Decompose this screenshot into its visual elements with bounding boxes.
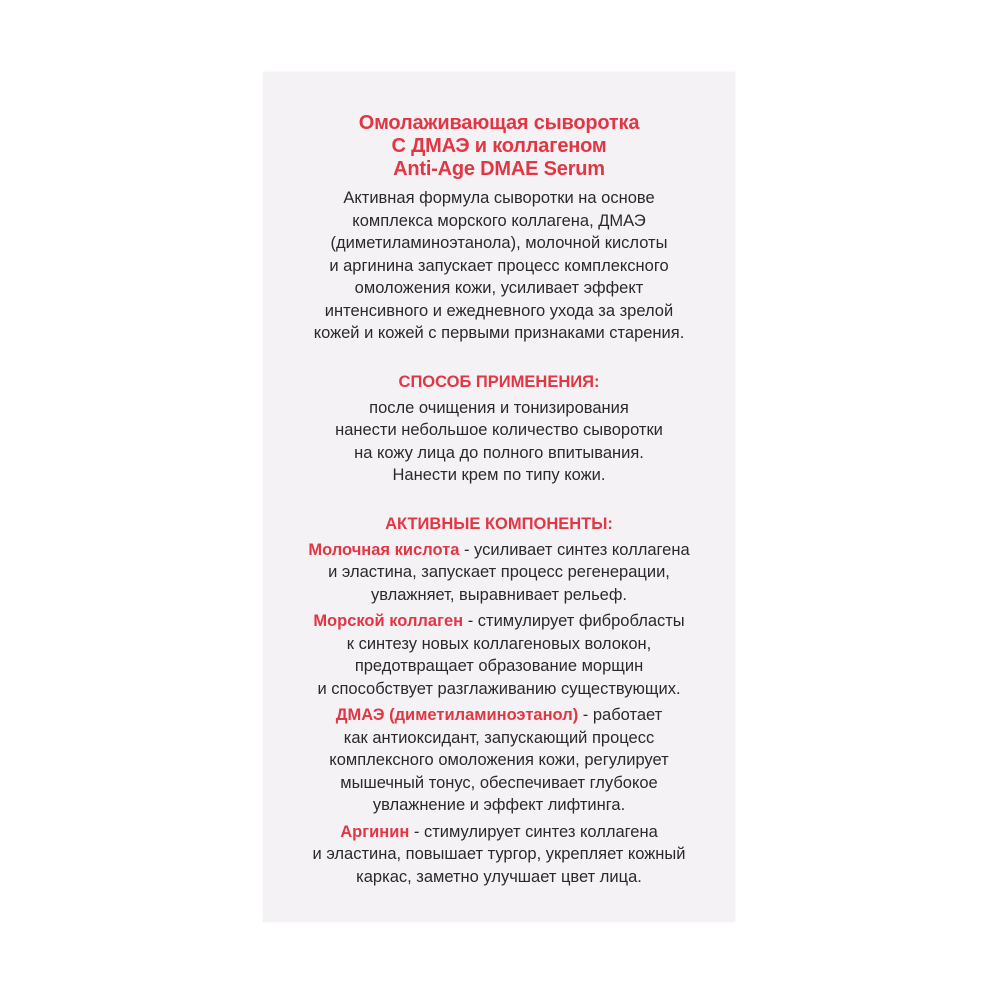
component-line: увлажняет, выравнивает рельеф.: [370, 585, 628, 604]
component-desc: - стимулирует фибробласты: [463, 612, 685, 630]
component-first-line: [263, 539, 735, 562]
component-line: увлажнение и эффект лифтинга.: [372, 796, 626, 814]
component-line: предотвращает образование морщин: [354, 657, 644, 675]
intro-line: интенсивного и ежедневного ухода за зрелой: [324, 301, 674, 320]
intro-line: (диметиламиноэтанола), молочной кислоты: [330, 234, 668, 252]
usage-text: [263, 397, 735, 487]
product-title: [263, 112, 735, 181]
title-line: С ДМАЭ и коллагеном: [391, 135, 607, 157]
component-name: Аргинин: [340, 822, 410, 841]
component-name: Молочная кислота: [308, 540, 460, 559]
component-desc: - работает: [578, 706, 663, 724]
component-first-line: [263, 704, 735, 727]
usage-line: после очищения и тонизирования: [369, 398, 629, 417]
intro-line: Активная формула сыворотки на основе: [343, 189, 655, 207]
component-name: ДМАЭ (диметиламиноэтанол): [335, 706, 579, 724]
title-line: Омолаживающая сыворотка: [358, 112, 640, 134]
intro-line: кожей и кожей с первыми признаками старения.: [313, 324, 685, 342]
component-first-line: [263, 610, 735, 633]
usage-line: нанести небольшое количество сыворотки: [335, 421, 663, 439]
component-line: мышечный тонус, обеспечивает глубокое: [340, 773, 658, 792]
component-desc: - стимулирует синтез коллагена: [409, 822, 658, 841]
intro-paragraph: [263, 187, 735, 345]
component-desc: - усиливает синтез коллагена: [459, 540, 690, 559]
component-line: и способствует разглаживанию существующих.: [317, 679, 681, 698]
component-line: комплексного омоложения кожи, регулирует: [329, 751, 669, 769]
usage-heading: СПОСОБ ПРИМЕНЕНИЯ:: [398, 372, 600, 391]
usage-line: Нанести крем по типу кожи.: [392, 466, 606, 484]
intro-line: комплекса морского коллагена, ДМАЭ: [352, 211, 646, 230]
component-line: к синтезу новых коллагеновых волокон,: [346, 634, 652, 653]
intro-line: и аргинина запускает процесс комплексного: [329, 256, 669, 275]
label-content: [263, 112, 735, 888]
component-line: каркас, заметно улучшает цвет лица.: [356, 867, 642, 886]
product-label-card: [263, 72, 735, 922]
component-line: и эластина, повышает тургор, укрепляет кожный: [312, 845, 686, 863]
components-list: [263, 539, 735, 889]
component-line: как антиоксидант, запускающий процесс: [343, 728, 655, 747]
component-line: и эластина, запускает процесс регенерации,: [328, 563, 670, 581]
component-marine-collagen: [263, 610, 735, 700]
component-arginine: [263, 821, 735, 889]
component-first-line: [263, 821, 735, 844]
title-line: Anti-Age DMAE Serum: [393, 158, 605, 180]
component-lactic-acid: [263, 539, 735, 607]
intro-line: омоложения кожи, усиливает эффект: [354, 279, 644, 297]
component-name: Морской коллаген: [313, 612, 464, 630]
components-heading: АКТИВНЫЕ КОМПОНЕНТЫ:: [385, 514, 613, 533]
component-dmae: [263, 704, 735, 817]
usage-line: на кожу лица до полного впитывания.: [354, 443, 644, 462]
